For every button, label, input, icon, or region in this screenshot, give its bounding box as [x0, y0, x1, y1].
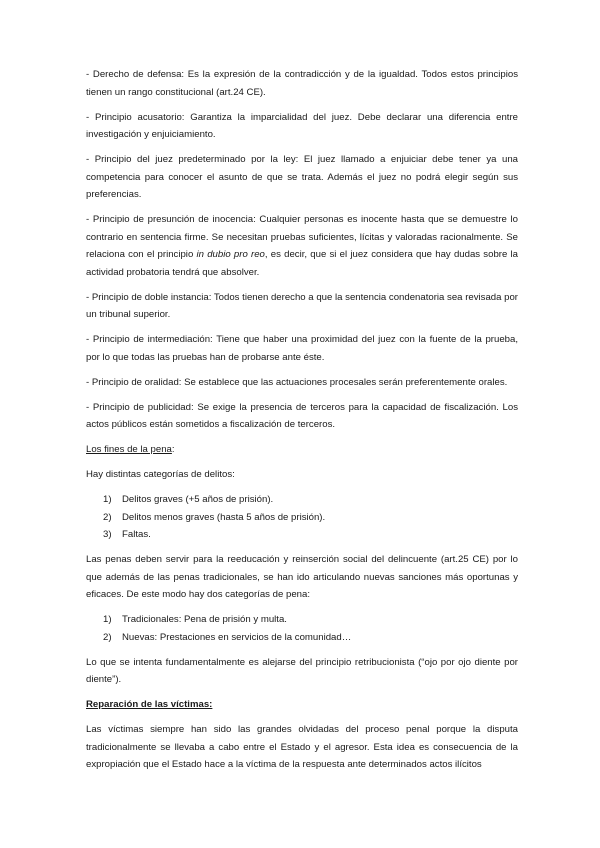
- presuncion-latin-term: in dubio pro reo: [196, 249, 265, 260]
- principle-juez-predeterminado: - Principio del juez predeterminado por la ley: El juez llamado a enjuiciar debe tener ya una competencia para conocer el asunto de que se trata. Además el juez no podrá elegir según sus preferencias.: [86, 154, 518, 200]
- fines-heading-colon: :: [171, 444, 175, 455]
- list-text: Faltas.: [122, 529, 151, 540]
- delitos-list: [86, 491, 518, 544]
- reparacion-paragraph: Las víctimas siempre han sido las grandes olvidadas del proceso penal porque la disputa tradicionalmente se llevaba a cabo entre el Estado y el agresor. Esta idea es consecuencia de la expropiación que el Estado hace a la víctima de la respuesta ante determinados actos ilícitos: [86, 724, 518, 770]
- principle-derecho-defensa: - Derecho de defensa: Es la expresión de la contradicción y de la igualdad. Todos estos principios tienen un rango constitucional (art.24 CE).: [86, 69, 518, 98]
- principle-publicidad: - Principio de publicidad: Se exige la presencia de terceros para la capacidad de fiscalización. Los actos públicos están sometidos a fiscalización de terceros.: [86, 401, 518, 430]
- penas-paragraph: Las penas deben servir para la reeducación y reinserción social del delincuente (art.25 CE) por lo que además de las penas tradicionales, se han ido articulando nuevas sanciones más oportunas y eficaces. De este modo hay dos categorías de pena:: [86, 554, 518, 600]
- fines-heading: Los fines de la pena: [86, 444, 172, 455]
- list-number: 2): [103, 511, 112, 523]
- list-text: Tradicionales: Pena de prisión y multa.: [122, 614, 287, 625]
- reparacion-heading: Reparación de las víctimas:: [86, 699, 213, 710]
- penas-list: [86, 611, 518, 646]
- list-item: [86, 526, 518, 544]
- list-number: 2): [103, 631, 112, 643]
- list-item: [86, 629, 518, 647]
- list-text: Nuevas: Prestaciones en servicios de la comunidad…: [122, 631, 352, 643]
- retribucionista-paragraph: Lo que se intenta fundamentalmente es alejarse del principio retribucionista (“ojo por ojo diente por diente”).: [86, 656, 518, 685]
- presuncion-text-end: , es decir, que si el juez considera que hay dudas sobre la actividad probatoria tendrá que absolver.: [86, 249, 518, 278]
- list-number: 3): [103, 529, 112, 540]
- principle-doble-instancia: - Principio de doble instancia: Todos tienen derecho a que la sentencia condenatoria sea revisada por un tribunal superior.: [86, 291, 518, 320]
- list-item: [86, 491, 518, 509]
- list-item: [86, 509, 518, 527]
- delitos-intro: Hay distintas categorías de delitos:: [86, 469, 235, 480]
- principle-oralidad: - Principio de oralidad: Se establece que las actuaciones procesales serán preferentemente orales.: [86, 376, 508, 388]
- list-text: Delitos graves (+5 años de prisión).: [122, 494, 274, 505]
- principle-acusatorio: - Principio acusatorio: Garantiza la imparcialidad del juez. Debe declarar una diferencia entre investigación y enjuiciamiento.: [86, 111, 518, 140]
- list-number: 1): [103, 614, 112, 625]
- list-number: 1): [103, 494, 112, 505]
- list-item: [86, 611, 518, 629]
- presuncion-text: - Principio de presunción de inocencia: Cualquier personas es inocente hasta que se demuestre lo contrario en sentencia firme. Se necesitan pruebas suficientes, lícitas y valoradas racionalmente. Se relaciona con el principio: [86, 214, 518, 260]
- principle-intermediacion: - Principio de intermediación: Tiene que haber una proximidad del juez con la fuente de la prueba, por lo que todas las pruebas han de probarse ante éste.: [86, 334, 518, 363]
- principle-presuncion-inocencia: [86, 211, 518, 281]
- fines-heading-line: [86, 441, 518, 459]
- list-text: Delitos menos graves (hasta 5 años de prisión).: [122, 511, 326, 523]
- document-page: [86, 66, 518, 774]
